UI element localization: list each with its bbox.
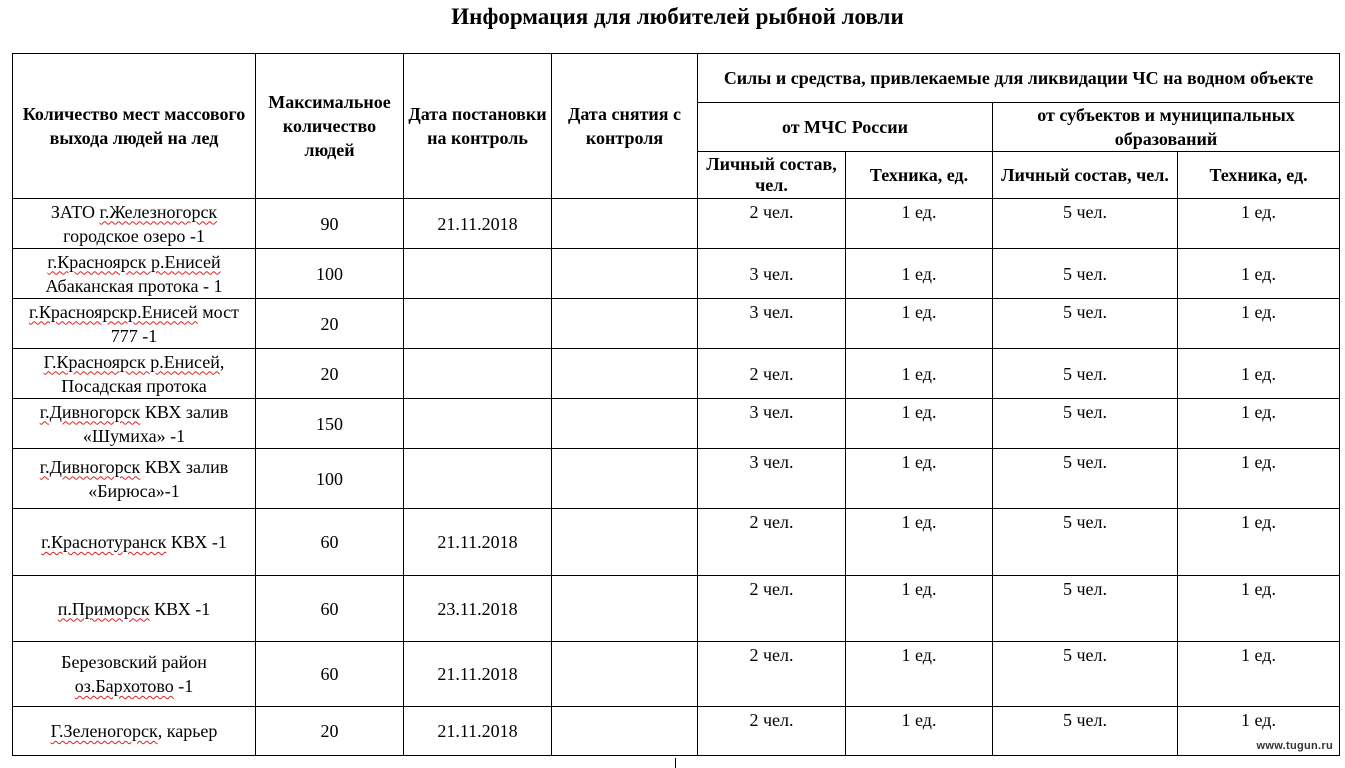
cell-subj-equip: 1 ед. (1178, 349, 1340, 399)
header-subj-equip: Техника, ед. (1178, 152, 1340, 199)
cell-subj-staff: 5 чел. (993, 449, 1178, 509)
cell-mchs-staff: 3 чел. (698, 449, 846, 509)
cell-subj-equip: 1 ед. (1178, 399, 1340, 449)
cell-place (13, 299, 256, 349)
page-title: Информация для любителей рыбной ловли (451, 4, 904, 29)
place-name: Г.Красноярск р.Енисей (43, 351, 220, 372)
header-mchs: от МЧС России (698, 103, 993, 152)
place-name: г.Красноярскр.Енисей (29, 301, 198, 322)
cell-place (13, 576, 256, 642)
cell-place (13, 642, 256, 707)
cell-max-people: 100 (256, 249, 404, 299)
place-name: п.Приморск (57, 598, 150, 619)
place-name: г.Железногорск (99, 201, 218, 222)
place-name: Г.Зеленогорск (50, 721, 158, 741)
cell-subj-staff: 5 чел. (993, 249, 1178, 299)
cell-date-start: 21.11.2018 (404, 509, 552, 576)
header-mchs-equip: Техника, ед. (846, 152, 993, 199)
fishing-info-table (12, 53, 1340, 756)
cell-date-start (404, 299, 552, 349)
cell-date-end (552, 299, 698, 349)
place-name: оз.Бархотово (74, 676, 174, 696)
table-row (13, 576, 1340, 642)
table-row (13, 449, 1340, 509)
place-prefix: Березовский район (61, 652, 207, 672)
cell-subj-staff: 5 чел. (993, 349, 1178, 399)
place-suffix: Абаканская протока - 1 (45, 275, 223, 296)
cell-date-start: 23.11.2018 (404, 576, 552, 642)
cell-date-start: 21.11.2018 (404, 199, 552, 249)
cell-subj-equip: 1 ед. (1178, 299, 1340, 349)
cell-mchs-equip: 1 ед. (846, 399, 993, 449)
place-name: г.Краснотуранск (41, 532, 167, 552)
watermark: www.tugun.ru (1256, 740, 1333, 752)
cell-subj-equip: 1 ед. (1178, 576, 1340, 642)
cell-date-end (552, 707, 698, 756)
table-row (13, 399, 1340, 449)
place-suffix: КВХ залив «Шумиха» -1 (82, 401, 229, 446)
cell-mchs-staff: 2 чел. (698, 199, 846, 249)
cell-max-people: 60 (256, 642, 404, 707)
cell-date-end (552, 249, 698, 299)
table-row (13, 199, 1340, 249)
cell-date-end (552, 576, 698, 642)
cell-place (13, 449, 256, 509)
cell-date-start: 21.11.2018 (404, 642, 552, 707)
place-suffix: КВХ залив «Бирюса»-1 (88, 456, 229, 501)
cell-mchs-staff: 3 чел. (698, 249, 846, 299)
place-suffix: -1 (173, 676, 194, 696)
cell-mchs-staff: 2 чел. (698, 509, 846, 576)
header-places: Количество мест массового выхода людей на лед (13, 54, 256, 199)
place-suffix: мост 777 -1 (110, 301, 239, 346)
header-subj-staff: Личный состав, чел. (993, 152, 1178, 199)
header-forces: Силы и средства, привлекаемые для ликвидации ЧС на водном объекте (698, 54, 1340, 103)
cell-place (13, 249, 256, 299)
cell-date-start (404, 249, 552, 299)
cell-mchs-equip: 1 ед. (846, 349, 993, 399)
cell-mchs-equip: 1 ед. (846, 509, 993, 576)
place-suffix: КВХ -1 (166, 532, 227, 552)
cell-mchs-equip: 1 ед. (846, 576, 993, 642)
place-suffix: , Посадская протока (61, 351, 225, 396)
cell-subj-staff: 5 чел. (993, 299, 1178, 349)
cell-mchs-equip: 1 ед. (846, 199, 993, 249)
cell-subj-staff: 5 чел. (993, 707, 1178, 756)
table-row (13, 299, 1340, 349)
cell-subj-equip: 1 ед. (1178, 199, 1340, 249)
cell-mchs-equip: 1 ед. (846, 249, 993, 299)
cell-date-start (404, 399, 552, 449)
table-row (13, 509, 1340, 576)
place-suffix: городское озеро -1 (63, 225, 205, 246)
place-name: г.Красноярск р.Енисей (47, 251, 221, 272)
cell-date-start (404, 349, 552, 399)
cell-date-end (552, 642, 698, 707)
cell-subj-staff: 5 чел. (993, 199, 1178, 249)
cell-max-people: 20 (256, 707, 404, 756)
cell-max-people: 20 (256, 299, 404, 349)
place-suffix: КВХ -1 (149, 598, 211, 619)
cell-subj-staff: 5 чел. (993, 642, 1178, 707)
cell-mchs-staff: 3 чел. (698, 399, 846, 449)
cell-date-start (404, 449, 552, 509)
cell-subj-equip: 1 ед. (1178, 642, 1340, 707)
cell-mchs-equip: 1 ед. (846, 449, 993, 509)
place-name: г.Дивногорск (39, 401, 141, 422)
cell-subj-staff: 5 чел. (993, 509, 1178, 576)
cell-mchs-staff: 2 чел. (698, 642, 846, 707)
cell-date-end (552, 449, 698, 509)
cell-max-people: 150 (256, 399, 404, 449)
cell-mchs-staff: 2 чел. (698, 349, 846, 399)
cell-subj-staff: 5 чел. (993, 576, 1178, 642)
place-suffix: , карьер (157, 721, 218, 741)
cell-date-end (552, 509, 698, 576)
divider-mark (675, 758, 676, 768)
cell-date-end (552, 349, 698, 399)
cell-max-people: 90 (256, 199, 404, 249)
cell-mchs-staff: 2 чел. (698, 707, 846, 756)
cell-mchs-equip: 1 ед. (846, 707, 993, 756)
cell-place (13, 349, 256, 399)
cell-date-end (552, 399, 698, 449)
cell-max-people: 100 (256, 449, 404, 509)
cell-place (13, 707, 256, 756)
table-row (13, 642, 1340, 707)
cell-mchs-staff: 2 чел. (698, 576, 846, 642)
table-row (13, 349, 1340, 399)
cell-mchs-equip: 1 ед. (846, 642, 993, 707)
place-prefix: ЗАТО (50, 201, 100, 222)
cell-place (13, 199, 256, 249)
cell-max-people: 60 (256, 509, 404, 576)
header-date-end: Дата снятия с контроля (552, 54, 698, 199)
cell-max-people: 20 (256, 349, 404, 399)
cell-place (13, 509, 256, 576)
table-row (13, 707, 1340, 756)
table-body (13, 199, 1340, 756)
header-subjects: от субъектов и муниципальных образований (993, 103, 1340, 152)
cell-date-end (552, 199, 698, 249)
cell-mchs-staff: 3 чел. (698, 299, 846, 349)
cell-subj-equip: 1 ед. (1178, 509, 1340, 576)
header-date-start: Дата постановки на контроль (404, 54, 552, 199)
cell-subj-equip: 1 ед. (1178, 249, 1340, 299)
cell-subj-equip: 1 ед. (1178, 707, 1340, 756)
header-max-people: Максимальное количество людей (256, 54, 404, 199)
table-row (13, 249, 1340, 299)
cell-date-start: 21.11.2018 (404, 707, 552, 756)
cell-subj-equip: 1 ед. (1178, 449, 1340, 509)
cell-place (13, 399, 256, 449)
place-name: г.Дивногорск (39, 456, 141, 477)
cell-max-people: 60 (256, 576, 404, 642)
cell-mchs-equip: 1 ед. (846, 299, 993, 349)
cell-subj-staff: 5 чел. (993, 399, 1178, 449)
header-mchs-staff: Личный состав, чел. (698, 152, 846, 199)
